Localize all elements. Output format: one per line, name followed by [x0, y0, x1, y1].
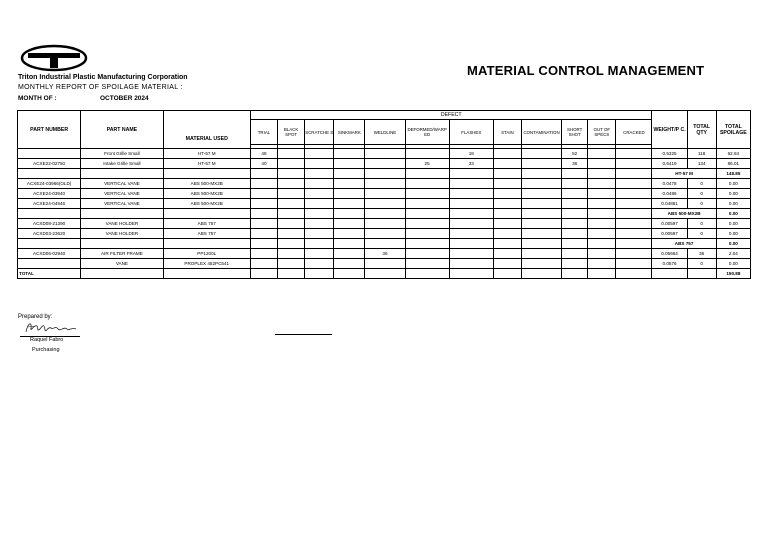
defect-cell	[588, 259, 616, 269]
subtotal-value: 0.00	[716, 209, 750, 219]
empty-cell	[250, 269, 277, 279]
qty-cell: 0	[687, 199, 716, 209]
defect-cell	[334, 189, 365, 199]
weight-cell: 0.0478	[652, 179, 687, 189]
defect-col-2: SCRATCHE S	[305, 120, 334, 145]
defect-cell	[278, 199, 305, 209]
defect-cell	[521, 229, 561, 239]
defect-cell	[334, 249, 365, 259]
empty-cell	[278, 239, 305, 249]
part-name-cell: VERTICAL VANE	[81, 189, 163, 199]
weight-cell: 0.05664	[652, 249, 687, 259]
defect-cell	[334, 179, 365, 189]
defect-cell	[278, 159, 305, 169]
defect-cell	[616, 149, 652, 159]
weight-cell: 0.04861	[652, 199, 687, 209]
material-cell: ABS 500-MX2B	[163, 179, 250, 189]
empty-cell	[588, 209, 616, 219]
empty-cell	[81, 239, 163, 249]
defect-cell	[365, 159, 405, 169]
defect-cell	[588, 159, 616, 169]
defect-cell	[562, 179, 588, 189]
defect-cell	[305, 249, 334, 259]
empty-cell	[278, 169, 305, 179]
defect-cell	[365, 229, 405, 239]
material-cell: HT-57 M	[163, 159, 250, 169]
empty-cell	[521, 209, 561, 219]
defect-cell: 36	[562, 159, 588, 169]
total-label: TOTAL	[18, 269, 81, 279]
company-logo	[20, 44, 88, 72]
defect-cell	[521, 199, 561, 209]
defect-cell	[334, 159, 365, 169]
defect-cell	[365, 179, 405, 189]
defect-cell	[588, 219, 616, 229]
defect-cell	[305, 149, 334, 159]
defect-cell	[305, 159, 334, 169]
empty-cell	[616, 269, 652, 279]
empty-cell	[278, 269, 305, 279]
empty-cell	[493, 239, 521, 249]
table-row	[18, 249, 751, 259]
defect-cell	[588, 199, 616, 209]
empty-cell	[365, 169, 405, 179]
defect-col-4: WELDLINE	[365, 120, 405, 145]
defect-cell	[405, 249, 449, 259]
part-number-cell	[18, 149, 81, 159]
defect-cell	[562, 259, 588, 269]
defect-cell	[588, 189, 616, 199]
spoilage-cell: 0.00	[716, 219, 750, 229]
defect-cell	[405, 189, 449, 199]
defect-cell	[305, 229, 334, 239]
part-name-cell: VANE HOLDER	[81, 219, 163, 229]
table-row	[18, 209, 751, 219]
defect-cell	[278, 249, 305, 259]
weight-cell: 0.5325	[652, 149, 687, 159]
empty-cell	[305, 239, 334, 249]
empty-cell	[449, 269, 493, 279]
part-number-cell: ACXE24-03940	[18, 189, 81, 199]
spoilage-cell: 0.00	[716, 179, 750, 189]
month-label: MONTH OF :	[18, 95, 57, 102]
table-row	[18, 239, 751, 249]
spoilage-cell: 86.01	[716, 159, 750, 169]
defect-cell	[334, 199, 365, 209]
part-name-cell: VERTICAL VANE	[81, 199, 163, 209]
defect-cell	[278, 189, 305, 199]
defect-cell	[616, 159, 652, 169]
defect-cell: 52	[562, 149, 588, 159]
defect-cell	[449, 219, 493, 229]
empty-cell	[449, 169, 493, 179]
second-signature-line	[275, 334, 332, 335]
material-cell: ABS 757	[163, 219, 250, 229]
empty-cell	[365, 209, 405, 219]
total-value: 150.88	[716, 269, 750, 279]
signature	[24, 320, 84, 336]
defect-cell	[562, 189, 588, 199]
defect-cell	[493, 259, 521, 269]
table-row	[18, 179, 751, 189]
defect-cell	[365, 259, 405, 269]
empty-cell	[278, 209, 305, 219]
qty-cell: 0	[687, 259, 716, 269]
weight-cell: 0.0576	[652, 259, 687, 269]
defect-col-9: SHORT SHOT	[562, 120, 588, 145]
defect-cell: 25	[405, 159, 449, 169]
defect-cell	[305, 179, 334, 189]
empty-cell	[521, 269, 561, 279]
defect-cell	[250, 199, 277, 209]
empty-cell	[562, 169, 588, 179]
defect-cell	[521, 189, 561, 199]
table-row	[18, 269, 751, 279]
qty-cell: 0	[687, 189, 716, 199]
qty-cell: 0	[687, 219, 716, 229]
defect-cell	[365, 149, 405, 159]
empty-cell	[405, 169, 449, 179]
defect-cell	[365, 199, 405, 209]
empty-cell	[334, 209, 365, 219]
subtotal-label: ABS 757	[652, 239, 716, 249]
material-cell: PROPLEX 452PC541	[163, 259, 250, 269]
part-number-cell: ACXE22-02750	[18, 159, 81, 169]
part-name-cell: VANE	[81, 259, 163, 269]
spoilage-cell: 62.84	[716, 149, 750, 159]
defect-cell: 33	[449, 159, 493, 169]
part-number-cell: ACXD03-23620	[18, 229, 81, 239]
defect-cell	[278, 229, 305, 239]
empty-cell	[163, 209, 250, 219]
empty-cell	[365, 239, 405, 249]
weight-cell: 0.6419	[652, 159, 687, 169]
part-name-cell: Intake Grille Small	[81, 159, 163, 169]
col-material: MATERIAL USED	[163, 111, 250, 149]
empty-cell	[305, 169, 334, 179]
defect-cell	[449, 229, 493, 239]
defect-cell	[449, 249, 493, 259]
defect-cell	[250, 249, 277, 259]
preparer-name: Raquel Fabro	[30, 337, 64, 343]
defect-cell	[365, 189, 405, 199]
defect-cell	[449, 179, 493, 189]
empty-cell	[616, 169, 652, 179]
spoilage-cell: 0.00	[716, 199, 750, 209]
defect-cell	[405, 259, 449, 269]
weight-cell: 0.00597	[652, 229, 687, 239]
defect-cell	[493, 179, 521, 189]
defect-cell	[250, 259, 277, 269]
page-title: MATERIAL CONTROL MANAGEMENT	[467, 63, 705, 78]
defect-cell	[493, 149, 521, 159]
defect-col-10: OUT OF SPECS	[588, 120, 616, 145]
defect-cell	[365, 219, 405, 229]
defect-cell	[521, 149, 561, 159]
table-row	[18, 189, 751, 199]
defect-cell	[588, 249, 616, 259]
defect-col-7: STAIN	[493, 120, 521, 145]
defect-col-6: FLASHES	[449, 120, 493, 145]
table-row	[18, 159, 751, 169]
empty-cell	[163, 239, 250, 249]
defect-cell	[493, 189, 521, 199]
empty-cell	[588, 239, 616, 249]
empty-cell	[687, 269, 716, 279]
report-subtitle: MONTHLY REPORT OF SPOILAGE MATERIAL :	[18, 84, 183, 91]
material-cell: ABS 757	[163, 229, 250, 239]
empty-cell	[365, 269, 405, 279]
empty-cell	[521, 239, 561, 249]
defect-cell	[588, 149, 616, 159]
defect-cell	[616, 189, 652, 199]
defect-cell	[449, 189, 493, 199]
spoilage-cell: 0.00	[716, 189, 750, 199]
part-number-cell: ACXD08-21390	[18, 219, 81, 229]
defect-cell	[449, 259, 493, 269]
defect-cell	[493, 249, 521, 259]
weight-cell: 0.0486	[652, 189, 687, 199]
empty-cell	[405, 239, 449, 249]
material-cell: ABS 500-MX2B	[163, 189, 250, 199]
defect-cell	[334, 219, 365, 229]
defect-col-11: CRACKED	[616, 120, 652, 145]
defect-cell	[250, 219, 277, 229]
empty-cell	[334, 239, 365, 249]
empty-cell	[562, 239, 588, 249]
empty-cell	[493, 169, 521, 179]
defect-cell	[562, 229, 588, 239]
empty-cell	[521, 169, 561, 179]
empty-cell	[81, 209, 163, 219]
defect-cell	[493, 229, 521, 239]
defect-cell: 48	[250, 149, 277, 159]
defect-cell	[334, 259, 365, 269]
defect-cell	[562, 199, 588, 209]
defect-cell	[405, 149, 449, 159]
defect-col-0: TRIAL	[250, 120, 277, 145]
defect-header: DEFECT	[250, 111, 652, 120]
empty-cell	[652, 269, 687, 279]
defect-cell	[405, 219, 449, 229]
empty-cell	[405, 269, 449, 279]
spoilage-cell: 0.00	[716, 229, 750, 239]
defect-cell	[588, 229, 616, 239]
defect-col-5: DEFORMED/WARP ED	[405, 120, 449, 145]
table-header	[18, 111, 751, 149]
table-body	[18, 149, 751, 279]
empty-cell	[250, 239, 277, 249]
defect-cell	[278, 259, 305, 269]
subtotal-value: 0.00	[716, 239, 750, 249]
subtotal-value: 148.85	[716, 169, 750, 179]
qty-cell: 36	[687, 249, 716, 259]
defect-cell	[305, 189, 334, 199]
col-total-qty: TOTAL QTY	[687, 111, 716, 149]
table-row	[18, 259, 751, 269]
empty-cell	[493, 209, 521, 219]
empty-cell	[250, 169, 277, 179]
empty-cell	[250, 209, 277, 219]
empty-cell	[493, 269, 521, 279]
empty-cell	[305, 269, 334, 279]
material-cell: ABS 500-MX2B	[163, 199, 250, 209]
defect-cell	[562, 219, 588, 229]
part-number-cell: ACXE24-03966(OLD)	[18, 179, 81, 189]
table-row	[18, 169, 751, 179]
defect-cell	[493, 199, 521, 209]
empty-cell	[81, 269, 163, 279]
col-part-name: PART NAME	[81, 111, 163, 149]
defect-cell: 36	[365, 249, 405, 259]
empty-cell	[562, 269, 588, 279]
part-name-cell: AIR FILTER FRAME	[81, 249, 163, 259]
weight-cell: 0.00597	[652, 219, 687, 229]
col-weight: WEIGHT/P C.	[652, 111, 687, 149]
table-row	[18, 199, 751, 209]
qty-cell: 134	[687, 159, 716, 169]
defect-cell	[449, 199, 493, 209]
empty-cell	[18, 239, 81, 249]
defect-cell	[588, 179, 616, 189]
defect-cell	[562, 249, 588, 259]
defect-cell	[278, 179, 305, 189]
col-total-spoilage: TOTAL SPOILAGE	[716, 111, 750, 149]
empty-cell	[449, 209, 493, 219]
subtotal-label: ABS 500-MX2B	[652, 209, 716, 219]
part-name-cell: VERTICAL VANE	[81, 179, 163, 189]
table-row	[18, 219, 751, 229]
empty-cell	[163, 169, 250, 179]
month-value: OCTOBER 2024	[100, 95, 149, 102]
part-number-cell: ACXD06-02940	[18, 249, 81, 259]
defect-cell	[616, 179, 652, 189]
table-row	[18, 149, 751, 159]
part-number-cell	[18, 259, 81, 269]
defect-col-8: CONTAMINATION	[521, 120, 561, 145]
empty-cell	[81, 169, 163, 179]
defect-cell	[521, 159, 561, 169]
prepared-by-label: Prepared by:	[18, 314, 53, 320]
defect-cell: 18	[449, 149, 493, 159]
defect-cell	[493, 159, 521, 169]
defect-cell	[493, 219, 521, 229]
defect-col-3: SINKMARK	[334, 120, 365, 145]
empty-cell	[588, 169, 616, 179]
defect-cell	[521, 259, 561, 269]
defect-cell	[616, 199, 652, 209]
qty-cell: 0	[687, 179, 716, 189]
defect-cell	[305, 259, 334, 269]
empty-cell	[616, 209, 652, 219]
defect-cell	[305, 219, 334, 229]
defect-cell	[278, 219, 305, 229]
spoilage-cell: 0.00	[716, 259, 750, 269]
defect-col-1: BLACK SPOT	[278, 120, 305, 145]
defect-cell	[616, 229, 652, 239]
defect-cell	[616, 259, 652, 269]
defect-cell	[521, 179, 561, 189]
defect-cell	[278, 149, 305, 159]
defect-cell	[616, 249, 652, 259]
defect-cell	[521, 249, 561, 259]
defect-cell	[334, 149, 365, 159]
empty-cell	[334, 269, 365, 279]
qty-cell: 118	[687, 149, 716, 159]
defect-cell	[250, 229, 277, 239]
spoilage-cell: 2.04	[716, 249, 750, 259]
subtotal-label: HT-57 M	[652, 169, 716, 179]
spoilage-table	[17, 110, 751, 279]
material-cell: PP1200L	[163, 249, 250, 259]
col-part-number: PART NUMBER	[18, 111, 81, 149]
company-name: Triton Industrial Plastic Manufacturing Corporation	[18, 74, 188, 81]
empty-cell	[18, 209, 81, 219]
defect-cell	[616, 219, 652, 229]
empty-cell	[562, 209, 588, 219]
part-name-cell: Front Grille Small	[81, 149, 163, 159]
empty-cell	[18, 169, 81, 179]
empty-cell	[449, 239, 493, 249]
defect-cell	[521, 219, 561, 229]
empty-cell	[163, 269, 250, 279]
empty-cell	[334, 169, 365, 179]
defect-cell	[405, 179, 449, 189]
defect-cell	[305, 199, 334, 209]
defect-cell	[334, 229, 365, 239]
empty-cell	[588, 269, 616, 279]
material-cell: HT-57 M	[163, 149, 250, 159]
part-name-cell: VANE HOLDER	[81, 229, 163, 239]
defect-cell	[250, 179, 277, 189]
qty-cell: 0	[687, 229, 716, 239]
defect-cell: 40	[250, 159, 277, 169]
empty-cell	[405, 209, 449, 219]
defect-cell	[405, 229, 449, 239]
part-number-cell: ACXE24-04946	[18, 199, 81, 209]
empty-cell	[305, 209, 334, 219]
empty-cell	[616, 239, 652, 249]
defect-cell	[405, 199, 449, 209]
table-row	[18, 229, 751, 239]
preparer-department: Purchasing	[32, 347, 60, 353]
defect-cell	[250, 189, 277, 199]
